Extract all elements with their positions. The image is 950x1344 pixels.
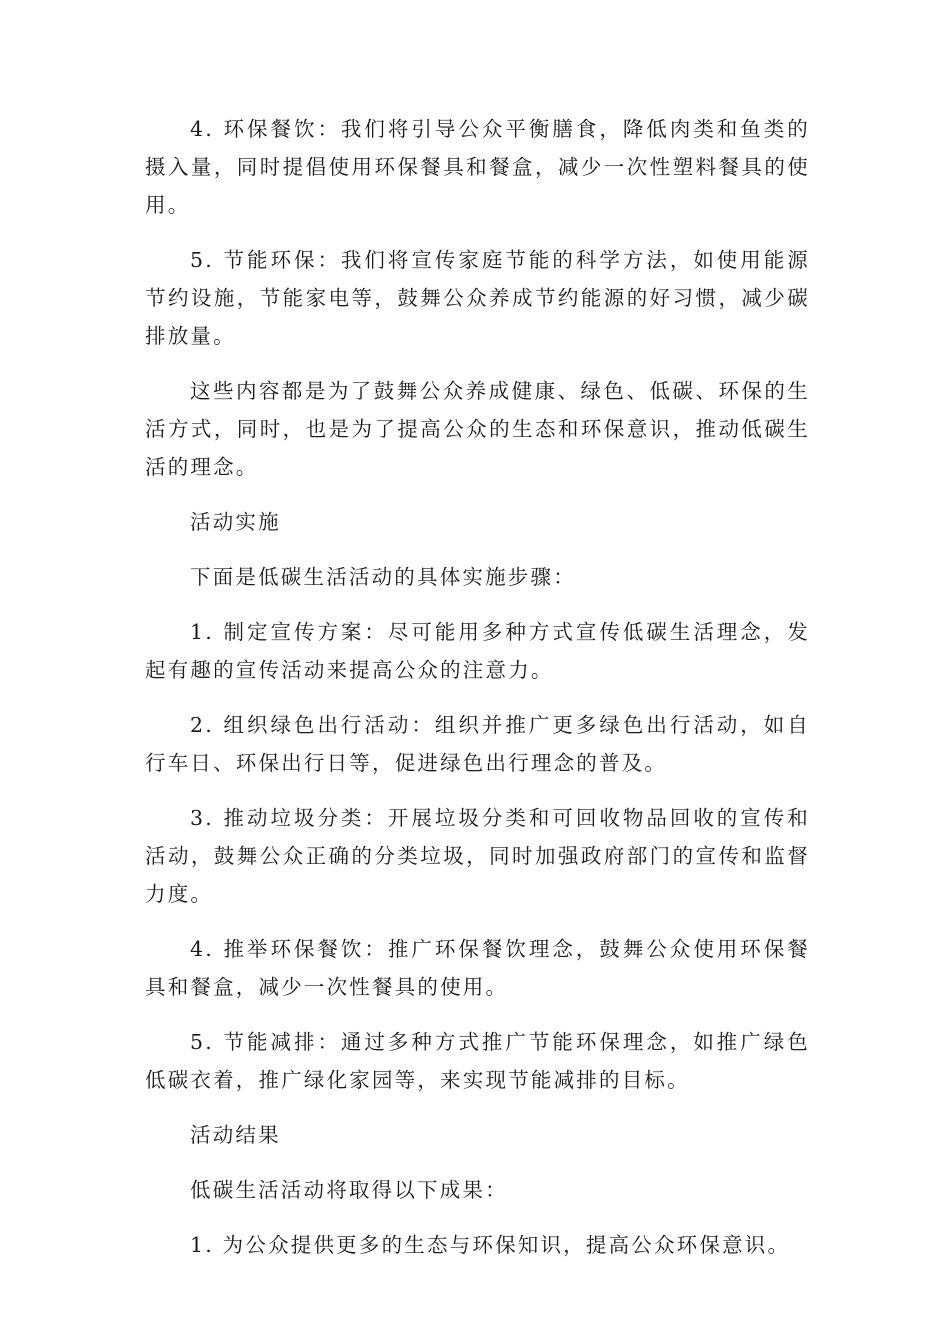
paragraph-result-1: 1. 为公众提供更多的生态与环保知识，提高公众环保意识。 [190,1233,791,1257]
paragraph-summary: 这些内容都是为了鼓舞公众养成健康、绿色、低碳、环保的生活方式，同时，也是为了提高公众的生态和环保意识，推动低碳生活的理念。 [145,379,810,479]
paragraph-step-4: 4. 推举环保餐饮：推广环保餐饮理念，鼓舞公众使用环保餐具和餐盒，减少一次性餐具的使用。 [145,937,810,999]
document-body [145,110,810,1281]
section-heading-implementation: 活动实施 [190,510,281,534]
paragraph-results-intro: 低碳生活活动将取得以下成果： [190,1178,508,1202]
paragraph-implementation-intro: 下面是低碳生活活动的具体实施步骤： [190,565,576,589]
paragraph-step-5: 5. 节能减排：通过多种方式推广节能环保理念，如推广绿色低碳衣着，推广绿化家园等，来实现节能减排的目标。 [145,1030,810,1092]
paragraph-step-3: 3. 推动垃圾分类：开展垃圾分类和可回收物品回收的宣传和活动，鼓舞公众正确的分类垃圾，同时加强政府部门的宣传和监督力度。 [145,806,810,906]
paragraph-eco-dining: 4. 环保餐饮：我们将引导公众平衡膳食，降低肉类和鱼类的摄入量，同时提倡使用环保餐具和餐盒，减少一次性塑料餐具的使用。 [145,117,810,217]
paragraph-step-1: 1. 制定宣传方案：尽可能用多种方式宣传低碳生活理念，发起有趣的宣传活动来提高公众的注意力。 [145,620,810,682]
paragraph-step-2: 2. 组织绿色出行活动：组织并推广更多绿色出行活动，如自行车日、环保出行日等，促进绿色出行理念的普及。 [145,713,810,775]
section-heading-results: 活动结果 [190,1123,281,1147]
paragraph-energy-saving: 5. 节能环保：我们将宣传家庭节能的科学方法，如使用能源节约设施，节能家电等，鼓舞公众养成节约能源的好习惯，减少碳排放量。 [145,248,810,348]
